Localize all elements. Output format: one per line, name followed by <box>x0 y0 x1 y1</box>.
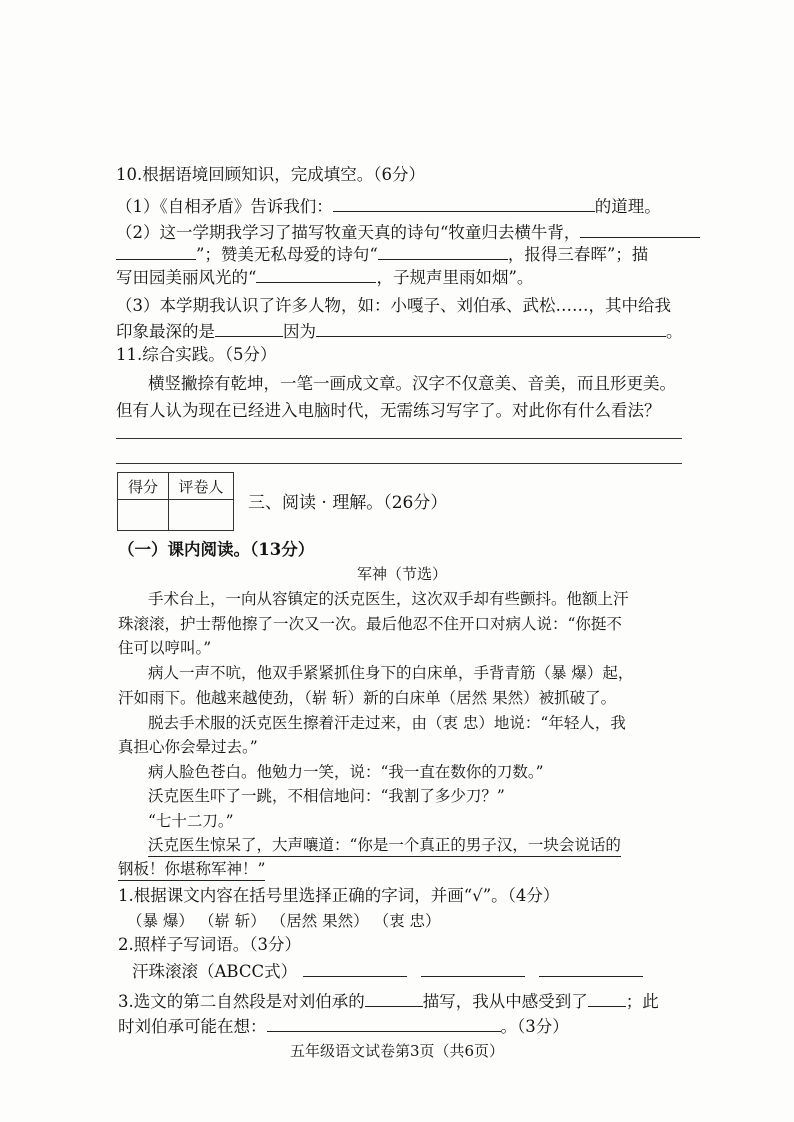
q10-p2-blank1b[interactable] <box>116 243 196 260</box>
passage-line-underlined: 钢板！你堪称军神！” <box>118 858 265 881</box>
q10-p3-text3: 。 <box>666 322 683 341</box>
q10-p2-text5: ，子规声里雨如烟”。 <box>376 268 534 287</box>
q10-p2-text1: （2）这一学期我学习了描写牧童天真的诗句“牧童归去横牛背， <box>116 223 581 242</box>
q10-part1 <box>116 195 661 218</box>
q3-blank-3[interactable] <box>267 1015 501 1032</box>
passage-line: “七十二刀。” <box>148 812 234 830</box>
passage-line: 住可以哼叫。” <box>118 639 212 657</box>
q3-line1 <box>118 990 659 1013</box>
q3-text3: ；此 <box>625 992 659 1011</box>
q3-text4: 时刘伯承可能在想： <box>118 1017 267 1036</box>
q11-answer-line-1[interactable] <box>116 438 682 439</box>
q11-title: 11.综合实践。（5分） <box>116 345 277 364</box>
q10-part2-line3 <box>116 266 533 289</box>
q10-p3-blank2[interactable] <box>316 320 666 337</box>
score-box <box>117 472 234 531</box>
q10-part2-line1 <box>116 221 700 244</box>
score-label: 得分 <box>118 473 169 500</box>
part1-title: （一）课内阅读。（13分） <box>118 540 315 559</box>
q10-p2-blank1[interactable] <box>580 221 700 238</box>
q10-p1-prefix: （1）《自相矛盾》告诉我们： <box>116 197 333 216</box>
grader-label: 评卷人 <box>169 473 234 500</box>
q10-p2-blank2[interactable] <box>378 243 508 260</box>
passage-title: 军神（节选） <box>357 565 448 583</box>
q3-text2: 描写，我从中感受到了 <box>422 992 588 1011</box>
q1-title: 1.根据课文内容在括号里选择正确的字词，并画“√”。（4分） <box>118 886 560 905</box>
passage-line: 脱去手术服的沃克医生擦着汗走过来，由（衷 忠）地说：“年轻人，我 <box>148 714 626 732</box>
q10-p1-blank[interactable] <box>333 195 595 212</box>
q10-part2-line2 <box>116 243 648 266</box>
q10-p1-suffix: 的道理。 <box>594 197 661 216</box>
q3-line2 <box>118 1015 569 1038</box>
q10-p3-text2: 因为 <box>283 322 316 341</box>
q10-p3-blank1[interactable] <box>215 320 283 337</box>
grader-cell[interactable] <box>169 500 234 531</box>
q3-blank-2[interactable] <box>588 990 626 1007</box>
q11-line1: 横竖撇捺有乾坤，一笔一画成文章。汉字不仅意美、音美，而且形更美。 <box>148 374 676 393</box>
passage-line: 手术台上，一向从容镇定的沃克医生，这次双手却有些颤抖。他额上汗 <box>148 590 629 608</box>
q3-text1: 3.选文的第二自然段是对刘伯承的 <box>118 992 365 1011</box>
q10-p2-text2: ”；赞美无私母爱的诗句“ <box>196 245 378 264</box>
q2-example-line <box>132 960 643 983</box>
score-cell[interactable] <box>118 500 169 531</box>
q10-part3-line2 <box>116 320 683 343</box>
q10-part3-line1: （3）本学期我认识了许多人物，如：小嘎子、刘伯承、武松……，其中给我 <box>116 296 671 315</box>
section3-title: 三、阅读 · 理解。（26分） <box>248 493 448 513</box>
q11-line2: 但有人认为现在已经进入电脑时代，无需练习写字了。对此你有什么看法？ <box>116 401 661 420</box>
q10-p2-blank3[interactable] <box>256 266 376 283</box>
q2-blank-3[interactable] <box>539 960 643 977</box>
q3-blank-1[interactable] <box>365 990 423 1007</box>
q11-answer-line-2[interactable] <box>116 463 682 464</box>
q2-blank-2[interactable] <box>421 960 525 977</box>
q10-p2-text3: ，报得三春晖”；描 <box>507 245 649 264</box>
passage-line: 真担心你会晕过去。” <box>118 738 258 756</box>
q3-text5: 。（3分） <box>500 1017 569 1036</box>
passage-line: 病人一声不吭，他双手紧紧抓住身下的白床单，手背青筋（暴 爆）起， <box>148 664 634 682</box>
q2-title: 2.照样子写词语。（3分） <box>118 935 301 954</box>
q1-options[interactable]: （暴 爆） （崭 斩） （居然 果然） （衷 忠） <box>127 912 441 930</box>
passage-line: 沃克医生吓了一跳，不相信地问：“我割了多少刀？” <box>148 787 505 805</box>
passage-line: 珠滚滚，护士帮他擦了一次又一次。最后他忍不住开口对病人说：“你挺不 <box>118 615 622 633</box>
q10-title: 10.根据语境回顾知识，完成填空。（6分） <box>116 165 425 184</box>
passage-line-underlined: 沃克医生惊呆了，大声嚷道：“你是一个真正的男子汉，一块会说话的 <box>148 834 621 857</box>
q2-blank-1[interactable] <box>303 960 407 977</box>
q10-p3-text1: 印象最深的是 <box>116 322 215 341</box>
q2-example: 汗珠滚滚（ABCC式） <box>132 962 298 981</box>
page-footer: 五年级语文试卷第3页（共6页） <box>289 1042 505 1060</box>
q10-p2-text4: 写田园美丽风光的“ <box>116 268 257 287</box>
passage-line: 汗如雨下。他越来越使劲，（崭 斩）新的白床单（居然 果然）被抓破了。 <box>118 689 617 707</box>
passage-line: 病人脸色苍白。他勉力一笑，说：“我一直在数你的刀数。” <box>148 763 544 781</box>
